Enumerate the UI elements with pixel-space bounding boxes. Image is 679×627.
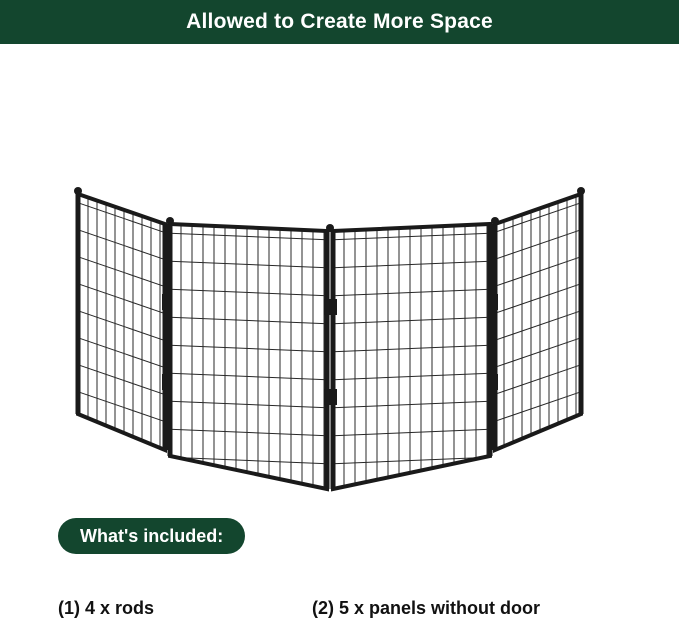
included-items-list [58,598,658,626]
pet-fence-illustration [0,44,679,494]
whats-included-badge [58,518,245,554]
included-item-panels: (2) 5 x panels without door [312,598,541,618]
header-banner [0,0,679,44]
included-item-rods: (1) 4 x rods [58,598,155,618]
page-title: Allowed to Create More Space [186,10,493,33]
product-image [0,44,679,494]
whats-included-label: What's included: [80,525,224,546]
